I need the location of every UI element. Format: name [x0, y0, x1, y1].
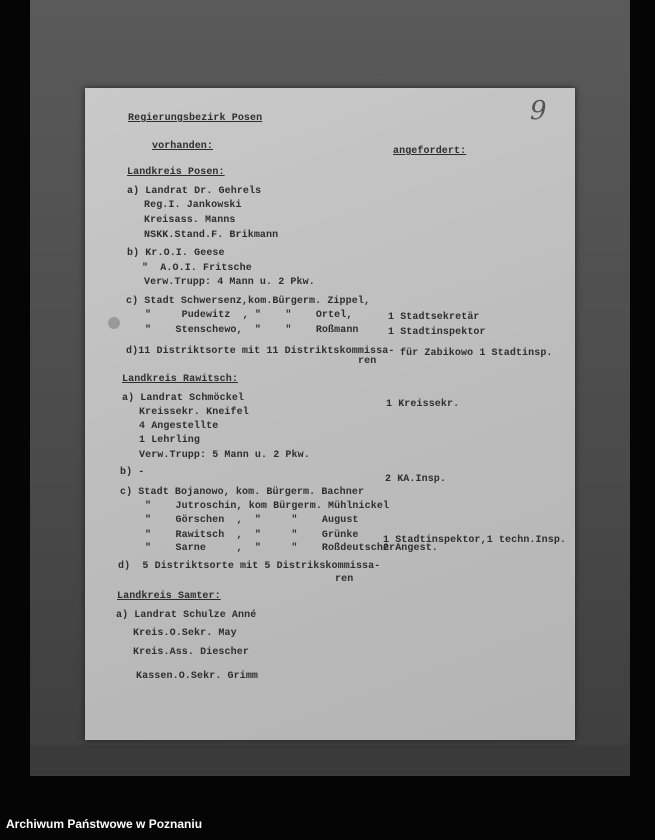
- line: 1 Lehrling: [139, 435, 201, 446]
- column-requested: angefordert:: [393, 146, 467, 157]
- line: c) Stadt Bojanowo, kom. Bürgerm. Bachner: [120, 487, 365, 498]
- line: ren: [358, 356, 377, 367]
- line: " Sarne , " " Roßdeutscher: [145, 543, 396, 554]
- line: a) Landrat Dr. Gehrels: [127, 186, 262, 197]
- line: " A.O.I. Fritsche: [142, 263, 252, 274]
- line: d)11 Distriktsorte mit 11 Distriktskommissa-: [126, 346, 395, 357]
- line: 4 Angestellte: [139, 421, 219, 432]
- requested-item: 1 Stadtsekretär: [388, 312, 480, 323]
- section-title: Landkreis Rawitsch:: [122, 374, 238, 385]
- line: NSKK.Stand.F. Brikmann: [144, 230, 279, 241]
- line: " Jutroschin, kom Bürgerm. Mühlnickel: [145, 501, 390, 512]
- requested-item: 1 Stadtinspektor: [388, 327, 486, 338]
- line: " Stenschewo, " " Roßmann: [145, 325, 359, 336]
- line: d) 5 Distriktsorte mit 5 Distrikskommissa-: [118, 561, 381, 572]
- line: " Rawitsch , " " Grünke: [145, 530, 359, 541]
- heading: Regierungsbezirk Posen: [128, 113, 263, 124]
- archive-caption: Archiwum Państwowe w Poznaniu: [6, 817, 203, 831]
- line: Kreis.O.Sekr. May: [133, 628, 237, 639]
- requested-item: 2 Angest.: [383, 543, 438, 554]
- section-title: Landkreis Posen:: [127, 167, 225, 178]
- line: b) -: [120, 467, 145, 478]
- line: Kreissekr. Kneifel: [139, 407, 249, 418]
- requested-item: für Zabikowo 1 Stadtinsp.: [400, 348, 553, 359]
- line: ren: [335, 574, 354, 585]
- page-number-handwritten: 9: [530, 96, 547, 126]
- requested-item: 1 Kreissekr.: [386, 399, 460, 410]
- line: b) Kr.O.I. Geese: [127, 248, 225, 259]
- line: a) Landrat Schulze Anné: [116, 610, 257, 621]
- column-present: vorhanden:: [152, 141, 214, 152]
- line: Verw.Trupp: 5 Mann u. 2 Pkw.: [139, 450, 310, 461]
- section-title: Landkreis Samter:: [117, 591, 221, 602]
- line: Kreis.Ass. Diescher: [133, 647, 249, 658]
- punch-hole: [108, 317, 120, 329]
- line: Verw.Trupp: 4 Mann u. 2 Pkw.: [144, 277, 315, 288]
- line: Kreisass. Manns: [144, 215, 236, 226]
- line: a) Landrat Schmöckel: [122, 393, 245, 404]
- line: " Pudewitz , " " Ortel,: [145, 310, 353, 321]
- requested-item: 2 KA.Insp.: [385, 474, 447, 485]
- line: c) Stadt Schwersenz,kom.Bürgerm. Zippel,: [126, 296, 371, 307]
- line: " Görschen , " " August: [145, 515, 359, 526]
- line: Reg.I. Jankowski: [144, 200, 242, 211]
- line: Kassen.O.Sekr. Grimm: [136, 671, 259, 682]
- film-edge: [30, 745, 630, 775]
- requested-item: 1 Stadtinspektor,1 techn.Insp.: [383, 535, 567, 546]
